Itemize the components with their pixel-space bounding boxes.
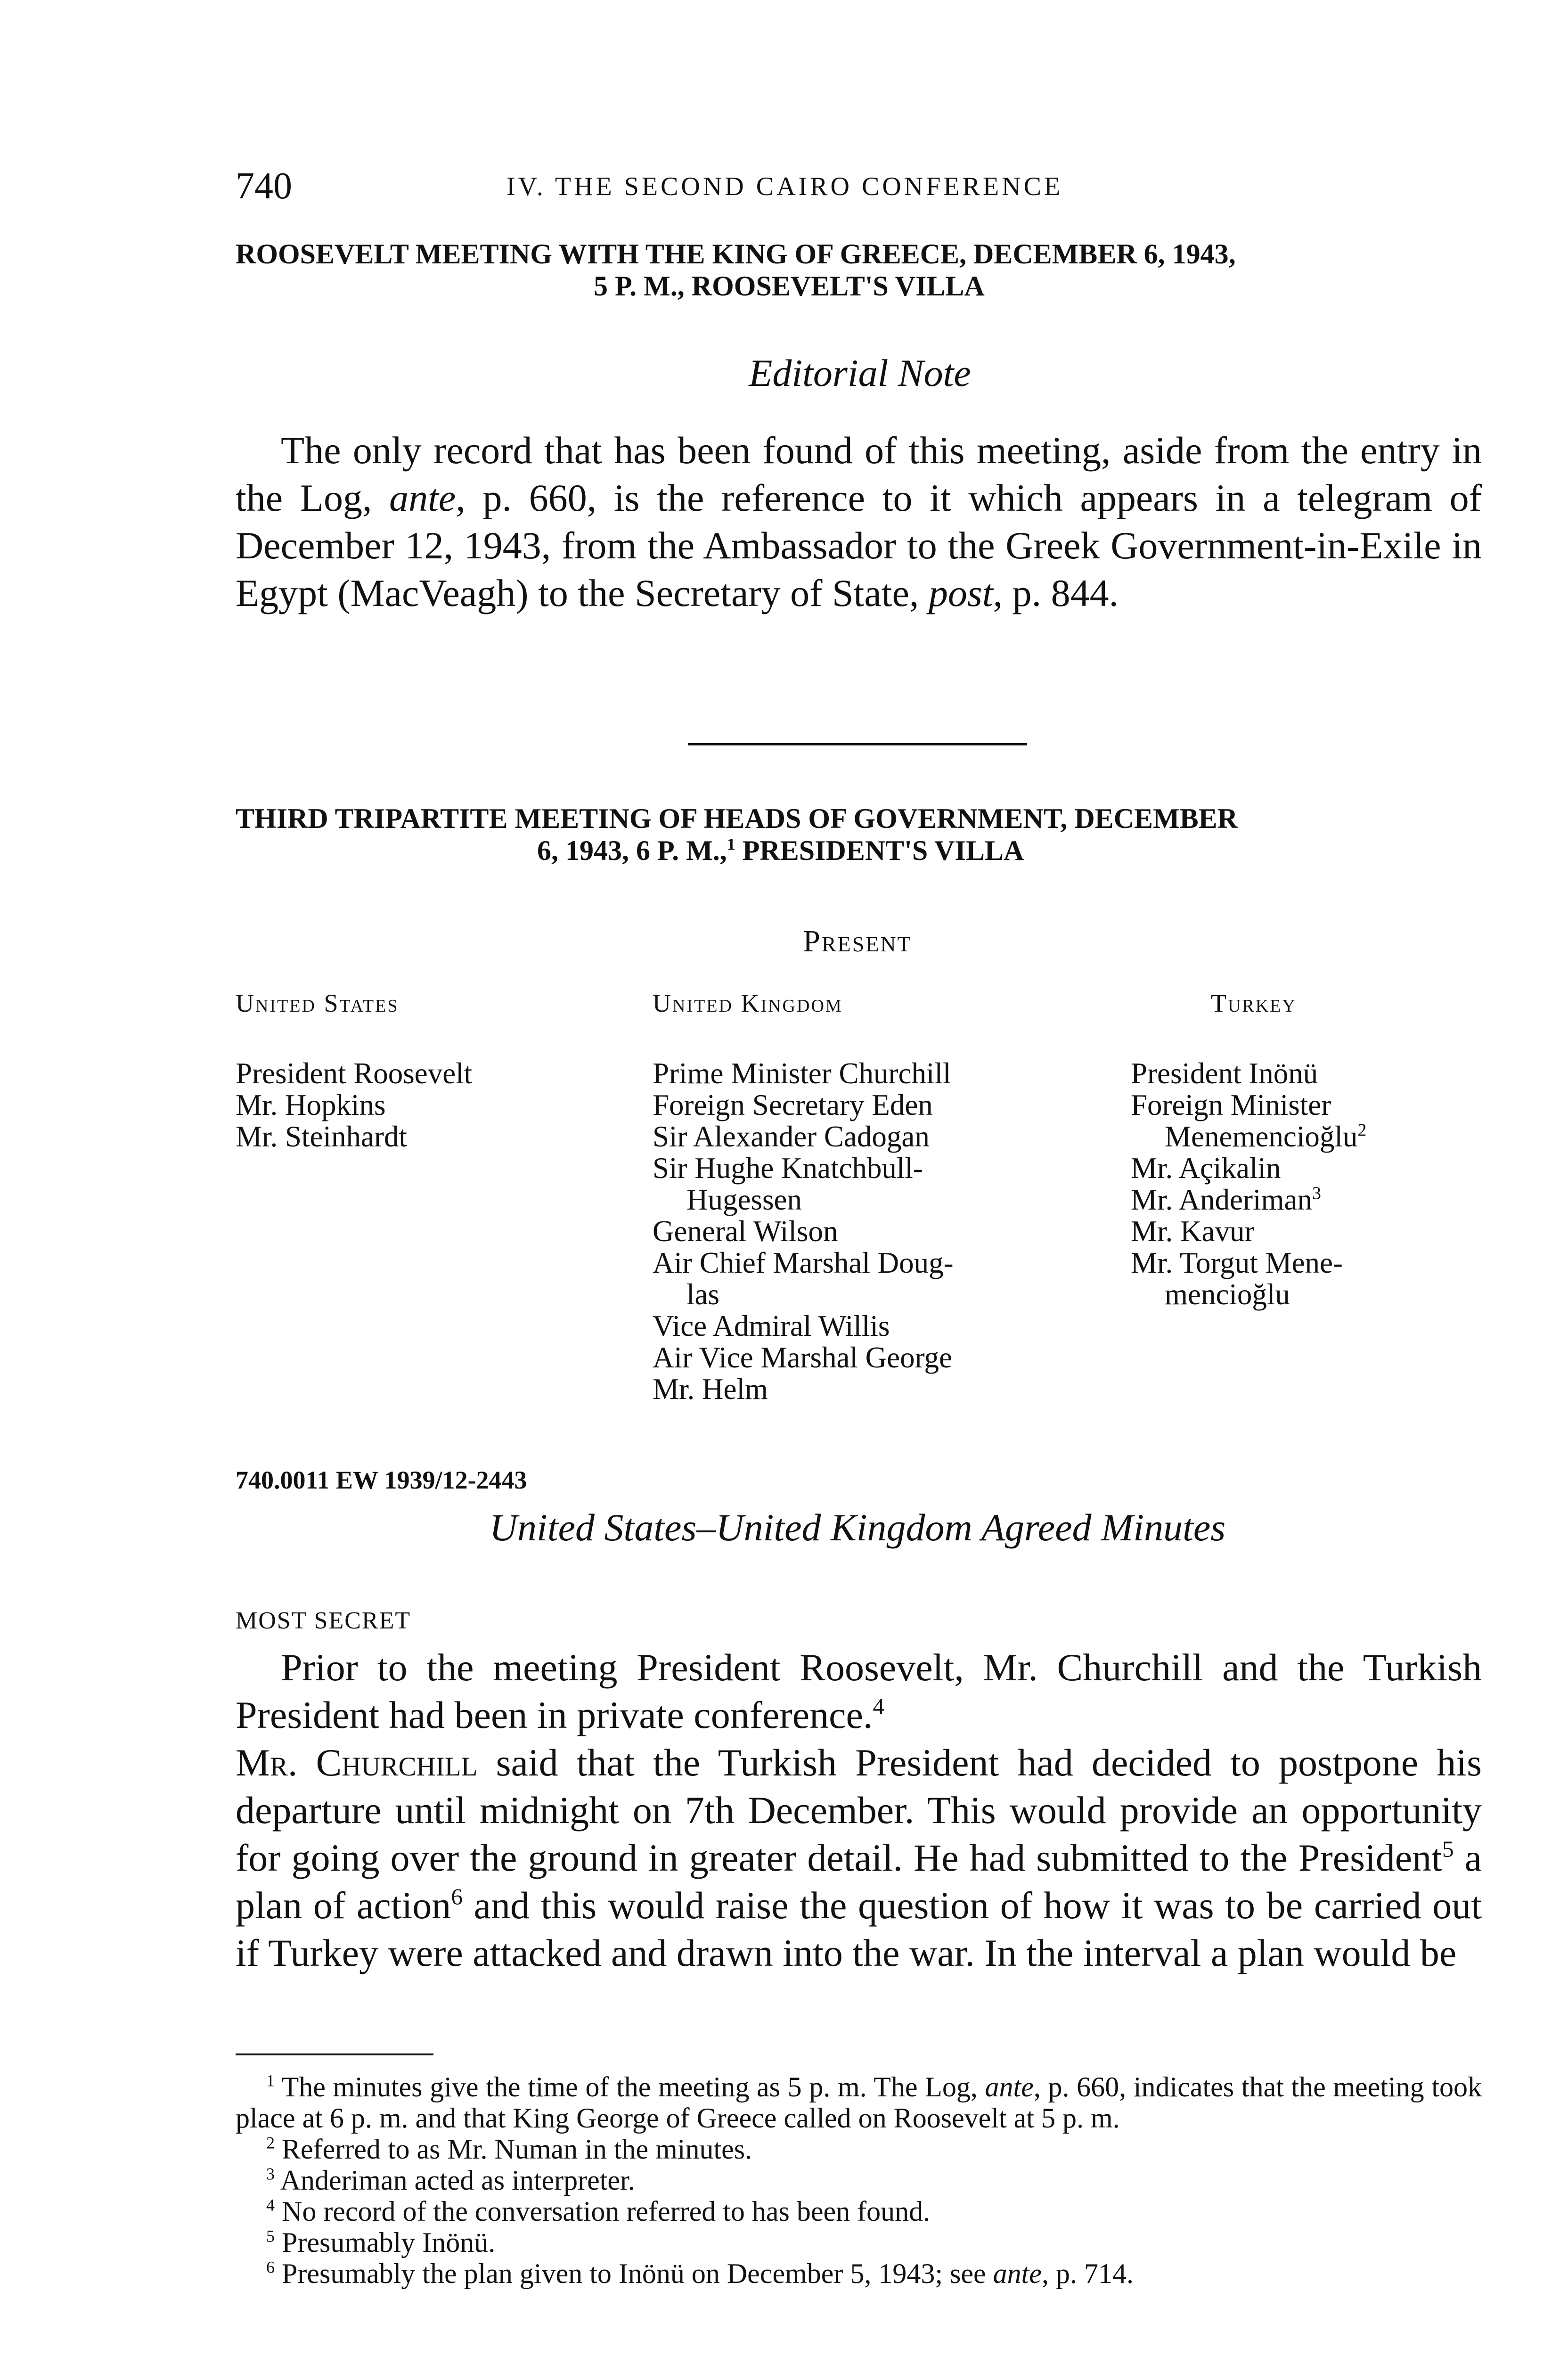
text-run: , p. 844. <box>993 572 1119 614</box>
footnote-ref-4: 4 <box>873 1693 884 1719</box>
minutes-paragraph-1 <box>236 1644 1482 1739</box>
section-divider <box>688 743 1027 745</box>
attendee-continuation: Hugessen <box>686 1183 802 1216</box>
text-run: , p. 660, indicates that the meeting took place at 6 p. m. and that King George of Greece called on Roosevelt at 5 p. m. <box>236 2071 1482 2134</box>
italic-ante: ante <box>389 476 456 519</box>
attendee-list-united-kingdom <box>653 1058 1048 1405</box>
footnote-ref-5: 5 <box>1442 1836 1454 1862</box>
attendee: Mr. Helm <box>653 1373 768 1406</box>
attendee: Mr. Kavur <box>1131 1215 1255 1248</box>
column-heading-united-states: United States <box>236 989 399 1017</box>
attendee: Mr. Hopkins <box>236 1088 386 1121</box>
column-heading-united-kingdom: United Kingdom <box>653 989 843 1017</box>
attendee-list-united-states <box>236 1058 472 1153</box>
attendee: Sir Alexander Cadogan <box>653 1120 930 1153</box>
text-run: The minutes give the time of the meeting as 5 p. m. The Log, <box>275 2071 985 2102</box>
attendee: Sir Hughe Knatchbull- <box>653 1152 923 1185</box>
footnote-number: 5 <box>266 2226 275 2246</box>
attendee-name: Menemencioğlu <box>1165 1120 1358 1153</box>
footnote-number: 3 <box>266 2164 275 2184</box>
section-title-third-tripartite-meeting <box>236 802 1484 867</box>
title-line-2-part-a: 6, 1943, 6 P. M., <box>537 835 727 866</box>
section-title-line-1: ROOSEVELT MEETING WITH THE KING OF GREECE, DECEMBER 6, 1943, <box>236 238 1236 270</box>
footnote-number: 1 <box>266 2071 275 2090</box>
section-title-line-2 <box>236 834 1484 867</box>
section-title-line-2: 5 P. M., ROOSEVELT'S VILLA <box>594 270 985 302</box>
title-line-2-part-b: PRESIDENT'S VILLA <box>735 835 1024 866</box>
file-number: 740.0011 EW 1939/12-2443 <box>236 1466 527 1494</box>
attendee: Mr. Açikalin <box>1131 1152 1281 1185</box>
attendee-list-turkey <box>1131 1058 1366 1310</box>
text-run: , p. 660, is the reference to it which appears in a telegram of December 12, 1943, from the Ambassador to the Greek Government-in-Exile in Egypt (MacVeagh) to the Secretary of State, <box>236 476 1482 614</box>
attendee: Foreign Secretary Eden <box>653 1088 933 1121</box>
footnote-number: 4 <box>266 2195 275 2215</box>
attendee: Air Chief Marshal Doug- <box>653 1246 954 1279</box>
attendee-continuation: mencioğlu <box>1165 1278 1290 1311</box>
running-head: IV. THE SECOND CAIRO CONFERENCE <box>506 172 1063 201</box>
attendee-name: Mr. Anderiman <box>1131 1183 1312 1216</box>
attendee: Mr. Torgut Mene- <box>1131 1246 1343 1279</box>
text-run: Presumably the plan given to Inönü on December 5, 1943; see <box>275 2258 993 2289</box>
page-number: 740 <box>236 165 292 207</box>
footnote-number: 2 <box>266 2133 275 2152</box>
text-run: The only record that has been found of this meeting, aside from the entry in the Log, <box>236 429 1482 519</box>
footnote-3 <box>236 2165 1482 2196</box>
column-heading-turkey: Turkey <box>1211 989 1297 1017</box>
minutes-paragraph-2 <box>236 1739 1482 1977</box>
attendee: Foreign Minister <box>1131 1088 1331 1121</box>
document-title: United States–United Kingdom Agreed Minutes <box>489 1506 1226 1549</box>
footnote-1 <box>236 2071 1482 2134</box>
section-title-roosevelt-king-of-greece <box>236 238 1484 302</box>
attendee-continuation: las <box>686 1278 719 1311</box>
speaker-name: Mr. Churchill <box>236 1741 478 1784</box>
section-title-line-1: THIRD TRIPARTITE MEETING OF HEADS OF GOVERNMENT, DECEMBER <box>236 803 1238 834</box>
attendee: Prime Minister Churchill <box>653 1057 951 1090</box>
editorial-note-paragraph <box>236 426 1482 617</box>
present-heading: Present <box>803 924 912 958</box>
attendee <box>1131 1184 1366 1216</box>
attendee: General Wilson <box>653 1215 838 1248</box>
footnotes <box>236 2071 1482 2289</box>
footnote-2 <box>236 2134 1482 2165</box>
text-run: No record of the conversation referred to has been found. <box>275 2196 931 2227</box>
footnote-ref-2: 2 <box>1357 1120 1367 1140</box>
italic-ante: ante <box>993 2258 1042 2289</box>
footnote-5 <box>236 2227 1482 2258</box>
italic-ante: ante <box>985 2071 1034 2102</box>
text-run: a plan of action <box>236 1836 1482 1927</box>
footnote-4 <box>236 2196 1482 2227</box>
text-run: , p. 714. <box>1041 2258 1134 2289</box>
text-run: Anderiman acted as interpreter. <box>275 2165 635 2196</box>
text-run: Presumably Inönü. <box>275 2227 496 2258</box>
attendee: Air Vice Marshal George <box>653 1341 952 1374</box>
text-run: Referred to as Mr. Numan in the minutes. <box>275 2134 752 2165</box>
text-run: and this would raise the question of how it was to be carried out if Turkey were attacked and drawn into the war. In the interval a plan would be <box>236 1884 1482 1974</box>
footnote-ref-3: 3 <box>1312 1183 1321 1203</box>
attendee: President Inönü <box>1131 1057 1318 1090</box>
attendee-continuation <box>1131 1121 1366 1153</box>
footnote-ref-1: 1 <box>727 834 735 854</box>
footnote-number: 6 <box>266 2258 275 2277</box>
text-run: Prior to the meeting President Roosevelt, Mr. Churchill and the Turkish President had been in private conference. <box>236 1646 1482 1736</box>
italic-post: post <box>928 572 993 614</box>
footnote-ref-6: 6 <box>451 1883 463 1910</box>
footnote-6 <box>236 2258 1482 2289</box>
attendee: President Roosevelt <box>236 1057 473 1090</box>
text-run: said that the Turkish President had decided to postpone his departure until midnight on 7th December. This would provide an opportunity for going over the ground in greater detail. He had submitted to the President <box>236 1741 1482 1879</box>
attendee: Mr. Steinhardt <box>236 1120 407 1153</box>
attendee: Vice Admiral Willis <box>653 1309 890 1342</box>
classification-marking: MOST SECRET <box>236 1607 411 1634</box>
editorial-note-heading: Editorial Note <box>749 352 971 394</box>
footnote-rule <box>236 2053 433 2055</box>
